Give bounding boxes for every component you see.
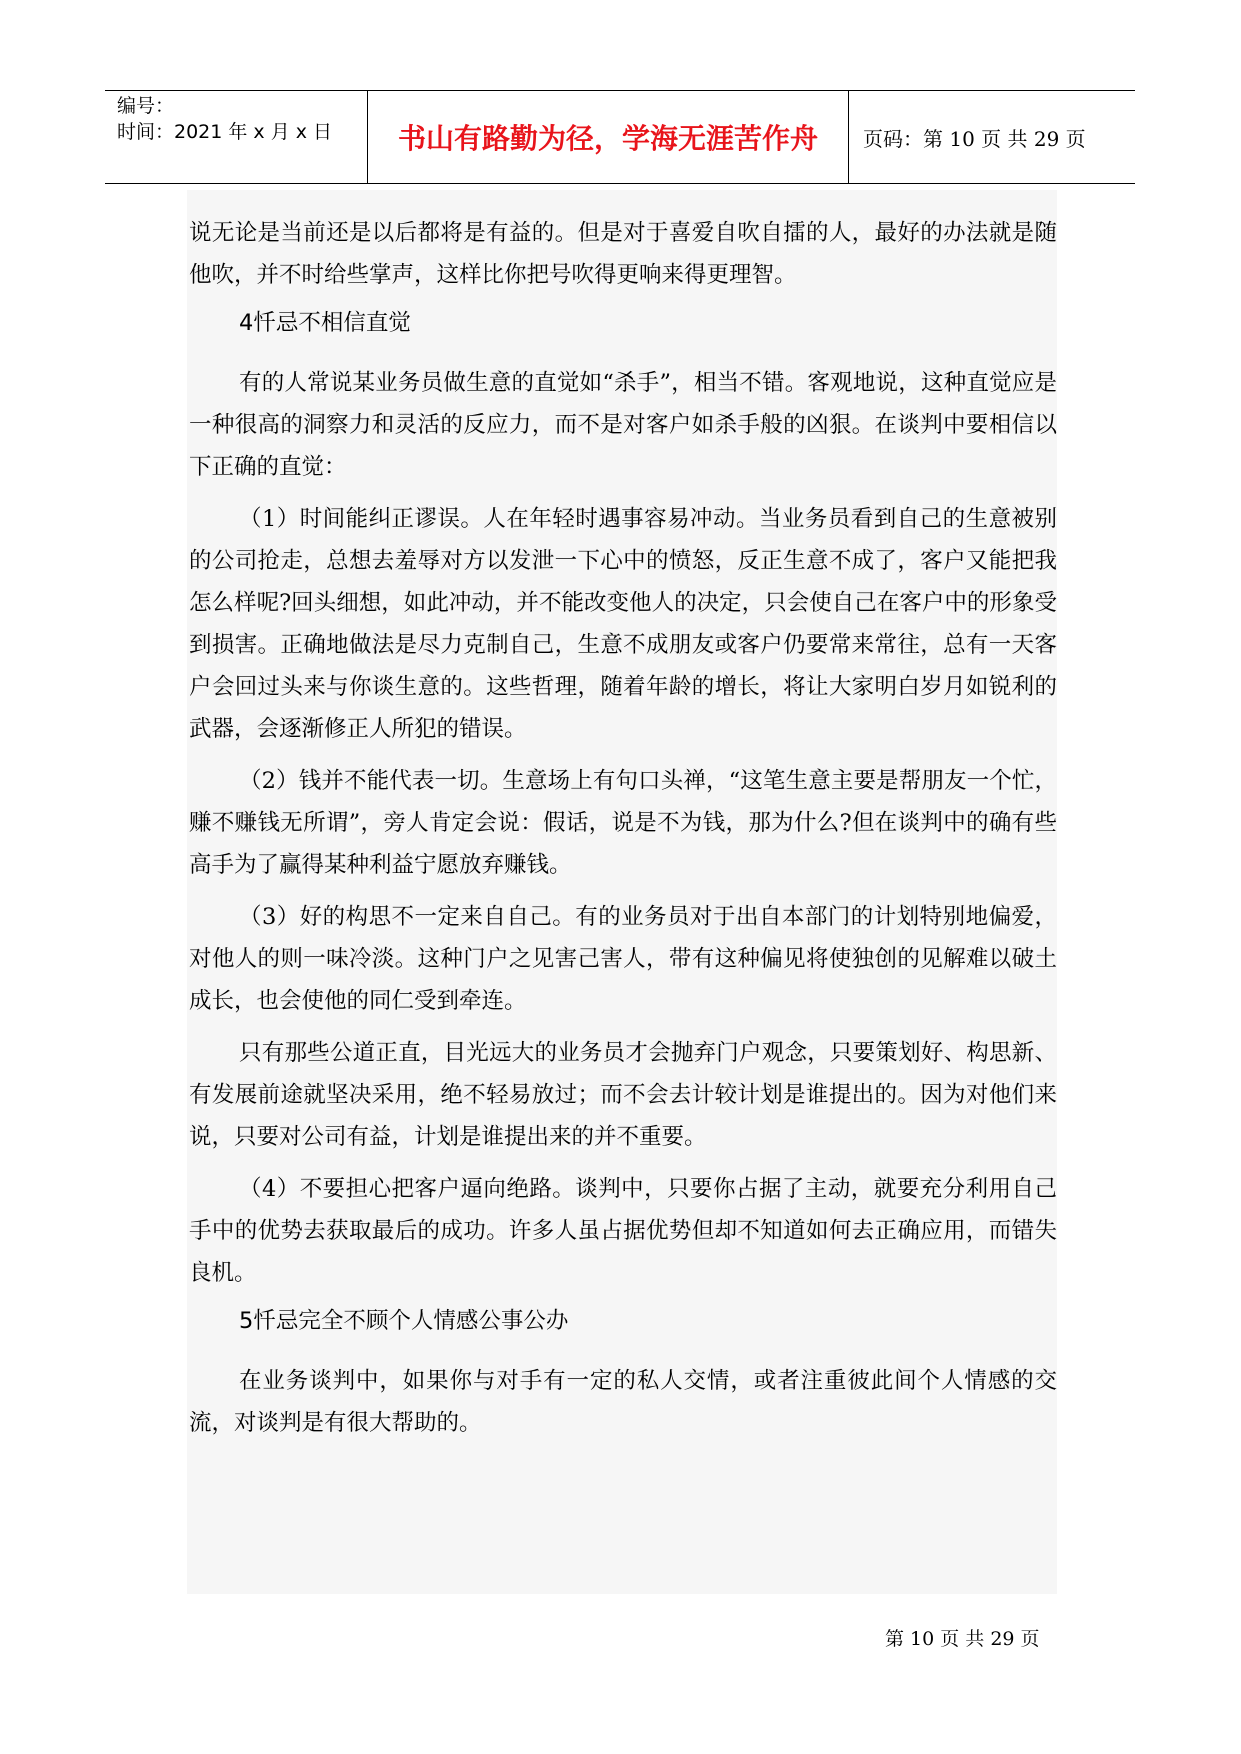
section-heading-5: 5忏忌完全不顾个人情感公事公办 (239, 1308, 569, 1334)
paragraph-5: （3）好的构思不一定来自自己。有的业务员对于出自本部门的计划特别地偏爱，对他人的则一味冷淡。这种门户之见害己害人，带有这种偏见将使独创的见解难以破土成长，也会使他的同仁受到牵连。 (189, 904, 1057, 1014)
page-header (105, 90, 1135, 184)
section-heading-4: 4忏忌不相信直觉 (239, 310, 411, 336)
paragraph-4: （2）钱并不能代表一切。生意场上有句口头禅，“这笔生意主要是帮朋友一个忙，赚不赚钱无所谓”，旁人肯定会说：假话，说是不为钱，那为什么?但在谈判中的确有些高手为了赢得某种利益宁愿放弃赚钱。 (189, 768, 1057, 878)
document-body (189, 212, 1057, 1444)
paragraph-7: （4）不要担心把客户逼向绝路。谈判中，只要你占据了主动，就要充分利用自己手中的优势去获取最后的成功。许多人虽占据优势但却不知道如何去正确应用，而错失良机。 (189, 1176, 1057, 1286)
page-footer: 第 10 页 共 29 页 (885, 1628, 1040, 1650)
paragraph-2: 有的人常说某业务员做生意的直觉如“杀手”，相当不错。客观地说，这种直觉应是一种很高的洞察力和灵活的反应力，而不是对客户如杀手般的凶狠。在谈判中要相信以下正确的直觉： (189, 370, 1057, 480)
paragraph-1: 说无论是当前还是以后都将是有益的。但是对于喜爱自吹自擂的人，最好的办法就是随他吹，并不时给些掌声，这样比你把号吹得更响来得更理智。 (189, 220, 1057, 288)
paragraph-8: 在业务谈判中，如果你与对手有一定的私人交情，或者注重彼此间个人情感的交流，对谈判是有很大帮助的。 (189, 1368, 1057, 1436)
paragraph-3: （1）时间能纠正谬误。人在年轻时遇事容易冲动。当业务员看到自己的生意被别的公司抢走，总想去羞辱对方以发泄一下心中的愤怒，反正生意不成了，客户又能把我怎么样呢?回头细想，如此冲动，并不能改变他人的决定，只会使自己在客户中的形象受到损害。正确地做法是尽力克制自己，生意不成朋友或客户仍要常来常往，总有一天客户会回过头来与你谈生意的。这些哲理，随着年龄的增长，将让大家明白岁月如锐利的武器，会逐渐修正人所犯的错误。 (189, 506, 1057, 742)
date-line: 时间：2021 年 x 月 x 日 (117, 121, 333, 143)
header-motto: 书山有路勤为径，学海无涯苦作舟 (368, 91, 849, 183)
header-meta (105, 91, 368, 183)
paragraph-6: 只有那些公道正直，目光远大的业务员才会抛弃门户观念，只要策划好、构思新、有发展前途就坚决采用，绝不轻易放过；而不会去计较计划是谁提出的。因为对他们来说，只要对公司有益，计划是谁提出来的并不重要。 (189, 1040, 1057, 1150)
serial-label: 编号： (117, 95, 175, 117)
header-page-info: 页码：第 10 页 共 29 页 (863, 126, 1086, 151)
